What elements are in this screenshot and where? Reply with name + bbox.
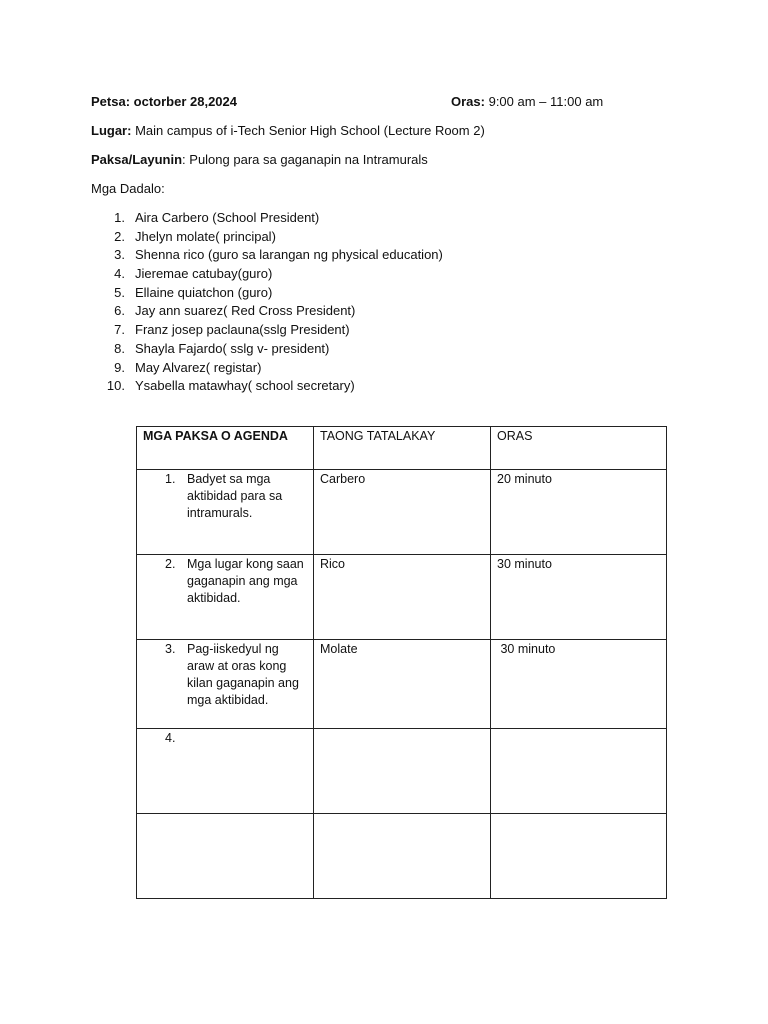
list-item-number: 2. [114,228,125,244]
list-item-text: Jay ann suarez( Red Cross President) [135,303,356,319]
dadalo-label: Mga Dadalo: [91,181,165,196]
list-item-number: 5. [114,284,125,300]
oras-cell [491,814,667,899]
agenda-number: 3. [165,642,176,656]
header-cell [491,427,667,470]
list-item-number: 8. [114,340,125,356]
agenda-number: 1. [165,472,176,486]
agenda-text: Badyet sa mga aktibidad para sa intramurals. [187,472,283,520]
oras-value: 9:00 am – 11:00 am [488,94,604,109]
oras-line [451,94,603,110]
agenda-number: 2. [165,557,176,571]
list-item-text: Ellaine quiatchon (guro) [135,284,273,300]
oras-cell [491,555,667,640]
lugar-value: Main campus of i-Tech Senior High School (Lecture Room 2) [135,123,485,138]
oras-text: 20 minuto [497,472,552,486]
agenda-cell [137,729,314,814]
agenda-cell [137,470,314,555]
taong-text: Carbero [320,472,366,486]
taong-text [314,729,490,730]
list-item-text: Shayla Fajardo( sslg v- president) [135,340,330,356]
oras-text: 30 minuto [497,642,556,656]
list-item-number: 6. [114,303,125,319]
header-cell [314,427,491,470]
header-oras: ORAS [497,429,533,443]
petsa-label: Petsa: [91,94,131,109]
taong-text: Rico [320,557,346,571]
table-row [137,470,667,555]
agenda-cell [137,640,314,729]
table-row [137,640,667,729]
list-item-text: Franz josep paclauna(sslg President) [135,322,350,338]
table-row [137,555,667,640]
header-taong: TAONG TATALAKAY [320,429,436,443]
lugar-line [91,123,485,139]
table-row [137,814,667,899]
oras-cell [491,640,667,729]
header-agenda: MGA PAKSA O AGENDA [143,429,288,443]
list-item-number: 10. [106,378,125,394]
list-item-text: Jhelyn molate( principal) [135,228,276,244]
paksa-label: Paksa/Layunin [91,152,183,167]
oras-cell [491,470,667,555]
oras-text [491,729,666,730]
taong-cell [314,470,491,555]
petsa-value: octorber 28,2024 [133,94,237,109]
taong-cell [314,814,491,899]
oras-text: 30 minuto [497,557,552,571]
list-item-number: 7. [114,322,125,338]
list-item-text: Shenna rico (guro sa larangan ng physical education) [135,247,443,263]
taong-cell [314,640,491,729]
petsa-line [91,94,237,110]
paksa-value: : Pulong para sa gaganapin na Intramurals [182,152,428,167]
taong-text [314,814,490,815]
agenda-text: Mga lugar kong saan gaganapin ang mga aktibidad. [187,557,304,605]
agenda-cell [137,814,314,899]
table-header-row [137,427,667,470]
agenda-table [136,426,667,899]
lugar-label: Lugar: [91,123,132,138]
taong-cell [314,729,491,814]
table-row [137,729,667,814]
oras-text [491,814,666,815]
list-item-number: 3. [114,247,125,263]
taong-cell [314,555,491,640]
list-item-text: Jieremae catubay(guro) [135,266,273,282]
header-cell [137,427,314,470]
list-item-number: 4. [114,266,125,282]
list-item-text: Aira Carbero (School President) [135,210,320,225]
list-item-number: 9. [114,359,125,375]
agenda-number: 4. [165,731,176,745]
paksa-line [91,152,428,168]
agenda-cell [137,555,314,640]
oras-label: Oras: [451,94,485,109]
oras-cell [491,729,667,814]
taong-text: Molate [320,642,358,656]
list-item-text: Ysabella matawhay( school secretary) [135,378,355,394]
list-item-number: 1. [114,210,125,225]
list-item-text: May Alvarez( registar) [135,359,262,375]
agenda-text: Pag-iiskedyul ng araw at oras kong kilan gaganapin ang mga aktibidad. [187,642,299,707]
